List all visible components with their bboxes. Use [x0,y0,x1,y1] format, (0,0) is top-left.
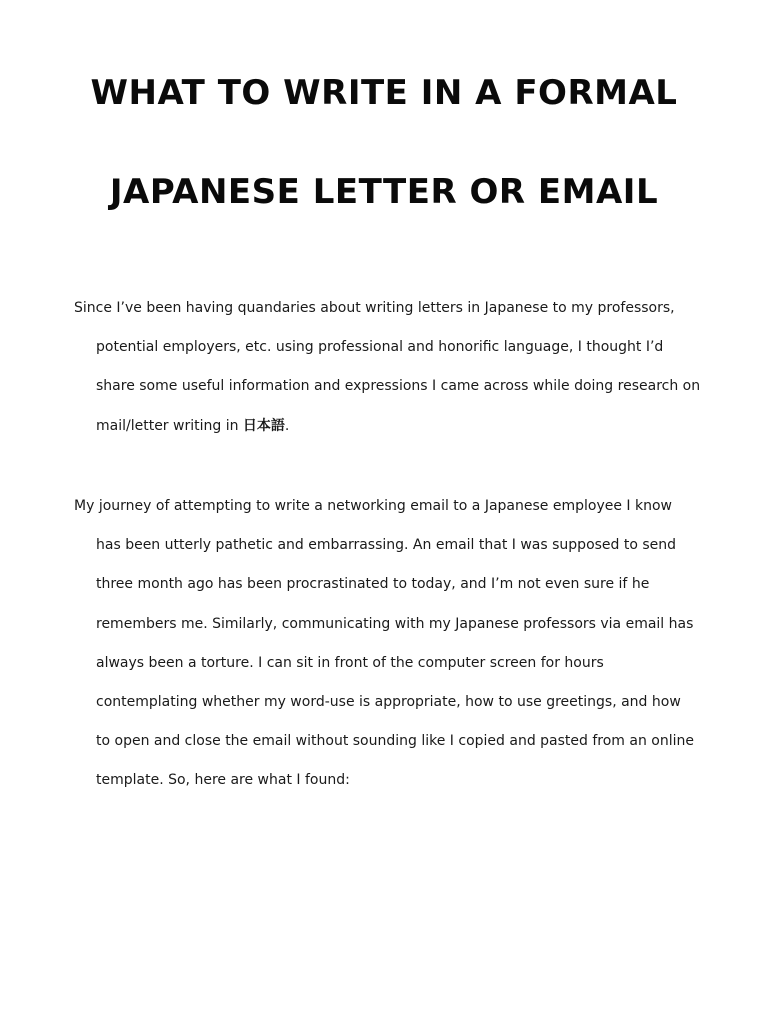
paragraph-line: share some useful information and expressions I came across while doing research on [96,378,701,395]
japanese-word: 日本語 [242,417,285,434]
paragraph-line [74,414,714,453]
paragraph-line: template. So, here are what I found: [96,772,350,789]
paragraph-line: has been utterly pathetic and embarrassing. An email that I was supposed to send [96,537,677,554]
paragraph-line: Since I’ve been having quandaries about writing letters in Japanese to my professors, [74,300,675,316]
journey-paragraph [74,494,714,808]
paragraph-line: three month ago has been procrastinated to today, and I’m not even sure if he [96,576,650,593]
paragraph-line: to open and close the email without sounding like I copied and pasted from an online [96,733,694,750]
page-title-line-2: JAPANESE LETTER OR EMAIL [109,172,659,212]
intro-paragraph [74,296,714,453]
paragraph-line: contemplating whether my word-use is appropriate, how to use greetings, and how [96,693,681,710]
paragraph-line: remembers me. Similarly, communicating with my Japanese professors via email has [96,615,694,632]
line-text: . [284,417,290,434]
paragraph-line: always been a torture. I can sit in front of the computer screen for hours [96,654,604,671]
line-text: mail/letter writing in [96,417,243,434]
paragraph-line: potential employers, etc. using professional and honorific language, I thought I’d [96,339,664,356]
paragraph-line: My journey of attempting to write a networking email to a Japanese employee I know [74,498,672,514]
page-title-line-1: WHAT TO WRITE IN A FORMAL [90,73,678,113]
